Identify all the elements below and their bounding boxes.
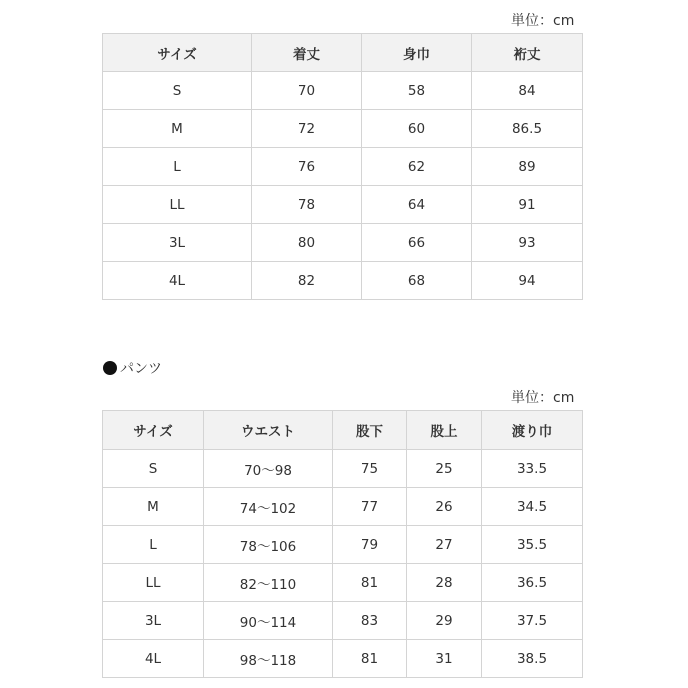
header-size: サイズ [103,411,204,450]
header-size: サイズ [103,34,252,72]
table-cell: LL [103,186,252,224]
table-row [103,488,583,526]
table-cell: 80 [252,224,362,262]
table-cell: 25 [407,450,482,488]
table-cell: S [103,450,204,488]
table-cell: 79 [333,526,407,564]
table-cell: L [103,526,204,564]
table-cell: 82〜110 [204,564,333,602]
table-cell: 3L [103,602,204,640]
table-cell: 60 [362,110,472,148]
table-cell: 34.5 [482,488,583,526]
header-waist: ウエスト [204,411,333,450]
pants-section-heading [103,358,162,378]
table-row [103,186,583,224]
table-cell: 78 [252,186,362,224]
table-row [103,72,583,110]
pants-section-label: パンツ [120,361,162,377]
table-cell: 76 [252,148,362,186]
table-cell: LL [103,564,204,602]
table-cell: M [103,488,204,526]
header-width: 身巾 [362,34,472,72]
table-cell: 93 [472,224,583,262]
table-cell: 28 [407,564,482,602]
table-cell: 82 [252,262,362,300]
table-cell: 78〜106 [204,526,333,564]
table-cell: 70〜98 [204,450,333,488]
table-cell: 83 [333,602,407,640]
header-sleeve: 裄丈 [472,34,583,72]
table-cell: 94 [472,262,583,300]
table-cell: 58 [362,72,472,110]
table-cell: 75 [333,450,407,488]
table-cell: 35.5 [482,526,583,564]
table-cell: 36.5 [482,564,583,602]
table-cell: 86.5 [472,110,583,148]
table-cell: 66 [362,224,472,262]
table-header-row [103,34,583,72]
table-cell: 3L [103,224,252,262]
table-cell: 81 [333,564,407,602]
table-cell: 84 [472,72,583,110]
table-cell: 38.5 [482,640,583,678]
table-row [103,640,583,678]
table-row [103,526,583,564]
top-size-table [102,33,583,300]
header-length: 着丈 [252,34,362,72]
table-row [103,602,583,640]
table-row [103,450,583,488]
table-cell: S [103,72,252,110]
table-row [103,110,583,148]
table-cell: 37.5 [482,602,583,640]
table-cell: 68 [362,262,472,300]
table-cell: 62 [362,148,472,186]
table-cell: 33.5 [482,450,583,488]
top-unit-label: 単位：cm [511,13,575,29]
table-cell: 26 [407,488,482,526]
table-row [103,262,583,300]
table-row [103,224,583,262]
table-header-row [103,411,583,450]
table-cell: 81 [333,640,407,678]
table-cell: 91 [472,186,583,224]
table-cell: 98〜118 [204,640,333,678]
table-cell: 64 [362,186,472,224]
table-cell: 74〜102 [204,488,333,526]
table-cell: 31 [407,640,482,678]
table-cell: 29 [407,602,482,640]
bullet-icon [103,361,117,375]
table-cell: M [103,110,252,148]
table-cell: 70 [252,72,362,110]
pants-size-table [102,410,583,678]
table-row [103,148,583,186]
table-row [103,564,583,602]
header-inseam: 股下 [333,411,407,450]
table-cell: 90〜114 [204,602,333,640]
pants-unit-label: 単位：cm [511,390,575,406]
table-cell: 27 [407,526,482,564]
table-cell: 4L [103,640,204,678]
table-cell: 4L [103,262,252,300]
header-thigh: 渡り巾 [482,411,583,450]
header-rise: 股上 [407,411,482,450]
table-cell: 77 [333,488,407,526]
table-cell: 89 [472,148,583,186]
table-cell: 72 [252,110,362,148]
table-cell: L [103,148,252,186]
